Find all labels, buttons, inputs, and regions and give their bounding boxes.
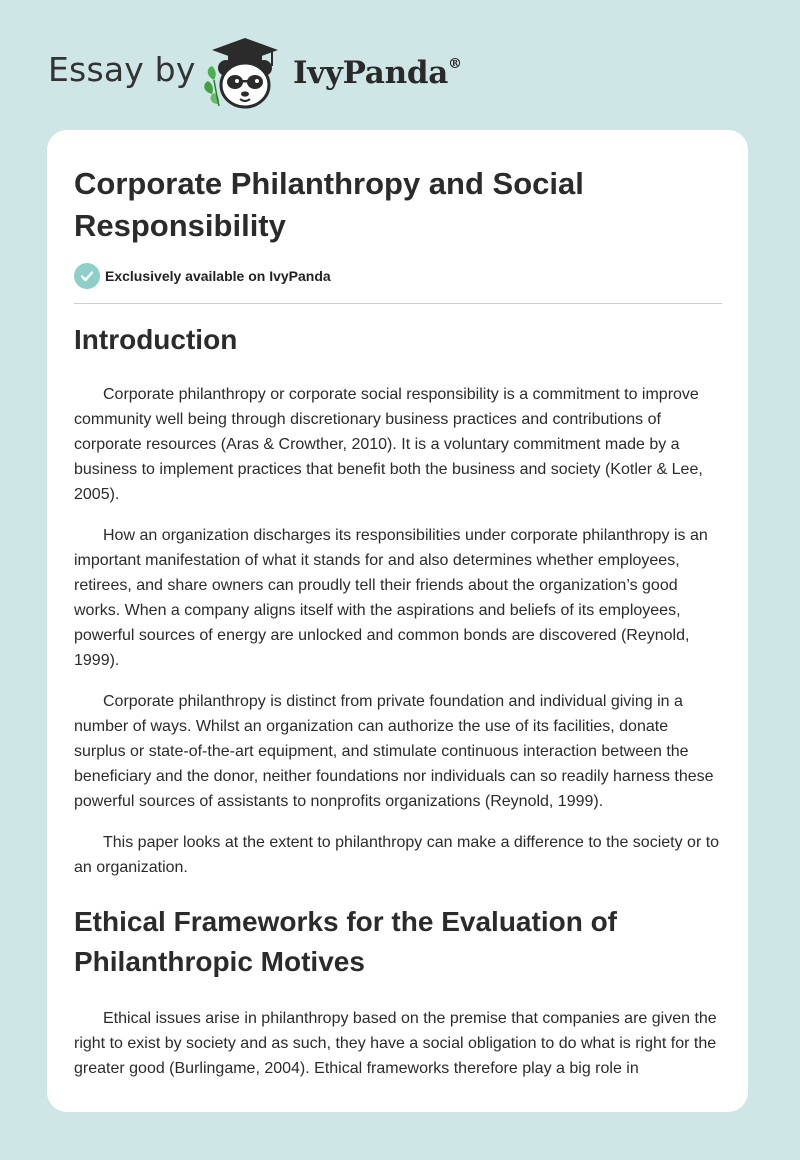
brand-text: IvyPanda [293, 55, 448, 91]
paragraph: Ethical issues arise in philanthropy based on the premise that companies are given the right to exist by society and as such, they have a social obligation to do what is right for the greater good (Burlingame, 2004). Ethical frameworks therefore play a big role in [74, 1010, 717, 1077]
registered-mark: ® [448, 55, 462, 72]
essay-by-label: Essay by [48, 50, 196, 89]
section-heading-ethical-frameworks: Ethical Frameworks for the Evaluation of Philanthropic Motives [74, 906, 618, 977]
page-title: Corporate Philanthropy and Social Responsibility [74, 166, 584, 243]
essay-card [47, 130, 748, 1112]
paragraph: This paper looks at the extent to philanthropy can make a difference to the society or to an organization. [74, 834, 720, 876]
paragraph: Corporate philanthropy is distinct from private foundation and individual giving in a number of ways. Whilst an organization can authorize the use of its facilities, donate surplus or state-of-the-art equipment, and stimulate continuous interaction between the beneficiary and the donor, neither foundations nor individuals can so readily harness these powerful sources of assistants to nonprofits organizations (Reynold, 1999). [74, 693, 714, 810]
exclusive-badge [74, 263, 331, 289]
badge-text: Exclusively available on IvyPanda [105, 268, 331, 284]
brand-name[interactable] [293, 55, 462, 91]
section-heading-introduction: Introduction [74, 324, 238, 355]
divider [74, 303, 722, 304]
ivypanda-logo-icon[interactable] [200, 36, 282, 110]
site-header [48, 30, 488, 110]
paragraph: How an organization discharges its responsibilities under corporate philanthropy is an important manifestation of what it stands for and also determines whether employees, retirees, and share owners can proudly tell their friends about the organization’s good works. When a company aligns itself with the aspirations and beliefs of its employees, powerful sources of energy are unlocked and common bonds are discovered (Reynold, 1999). [74, 527, 708, 669]
paragraph: Corporate philanthropy or corporate social responsibility is a commitment to improve community well being through discretionary business practices and contributions of corporate resources (Aras & Crowther, 2010). It is a voluntary commitment made by a business to implement practices that benefit both the business and society (Kotler & Lee, 2005). [74, 386, 703, 503]
check-icon [74, 263, 100, 289]
essay-body [74, 320, 722, 1097]
